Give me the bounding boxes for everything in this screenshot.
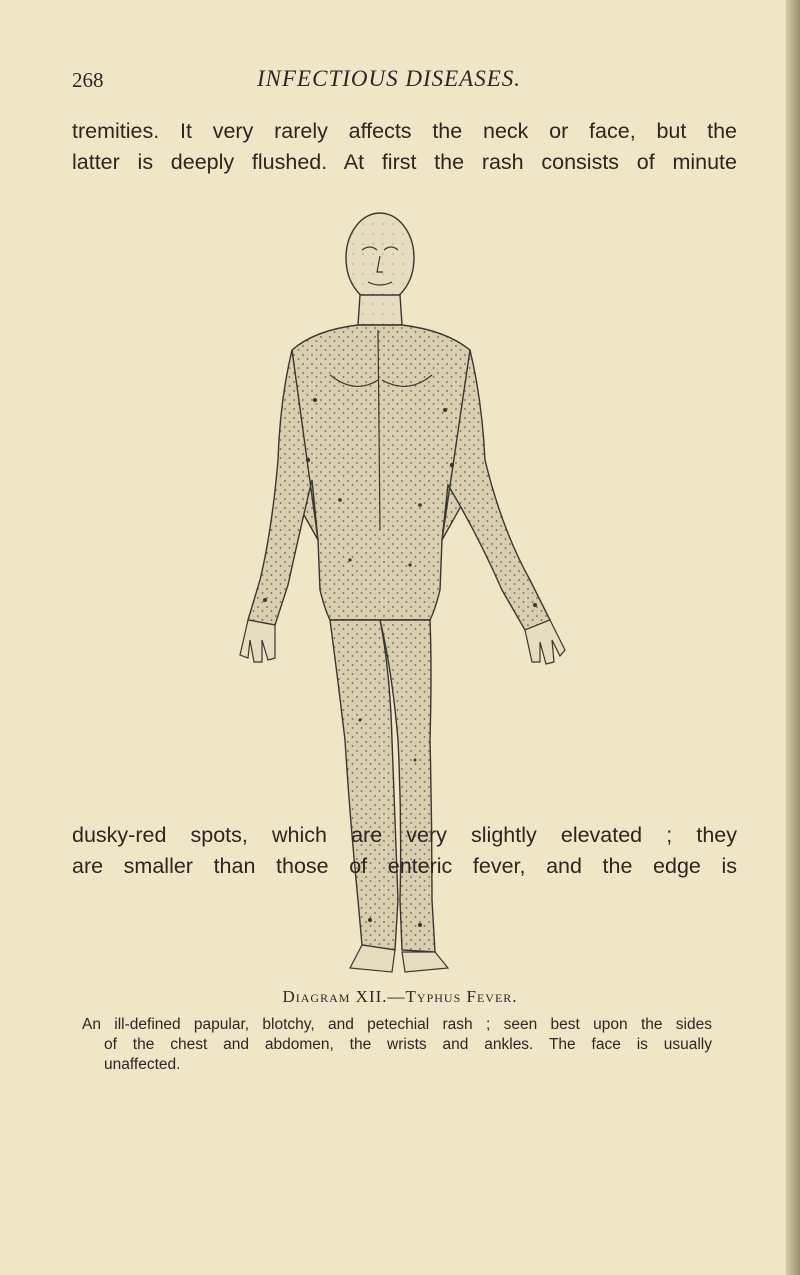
- text-line: latter is deeply flushed. At first the rash consists of minute: [72, 150, 737, 174]
- left-hand: [240, 620, 275, 662]
- left-leg: [330, 620, 398, 950]
- right-foot: [402, 952, 448, 972]
- page-edge: [786, 0, 800, 1275]
- body-text-bottom: [72, 820, 737, 882]
- figure-caption-title: Diagram XII.—Typhus Fever.: [282, 987, 518, 1006]
- page-number: 268: [72, 68, 104, 92]
- body-text-top: [72, 116, 737, 178]
- caption-line: An ill-defined papular, blotchy, and petechial rash ; seen best upon the sides: [82, 1016, 712, 1033]
- figure-caption-description: [82, 1015, 712, 1075]
- running-title: INFECTIOUS DISEASES.: [257, 66, 522, 91]
- caption-line: unaffected.: [104, 1056, 181, 1073]
- caption-line: of the chest and abdomen, the wrists and ankles. The face is usually: [104, 1036, 712, 1053]
- page-header: [72, 62, 732, 102]
- text-line: tremities. It very rarely affects the neck or face, but the: [72, 119, 737, 143]
- neck: [358, 295, 402, 325]
- text-line: dusky-red spots, which are very slightly elevated ; they: [72, 823, 737, 847]
- text-line: are smaller than those of enteric fever, and the edge is: [72, 854, 737, 878]
- left-foot: [350, 945, 395, 972]
